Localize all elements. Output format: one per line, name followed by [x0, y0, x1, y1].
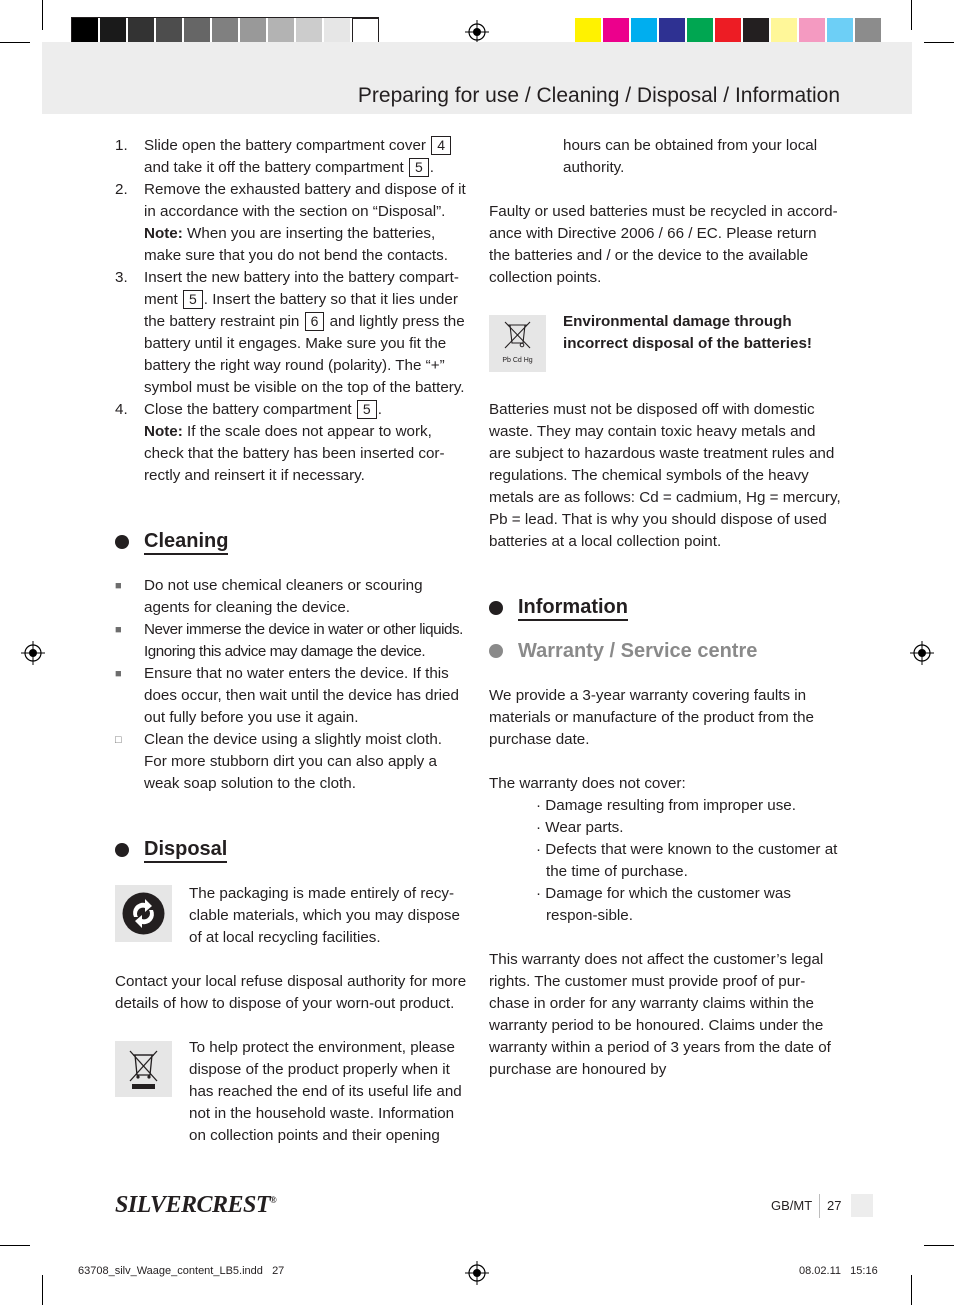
- list-item: ■ Do not use chemical cleaners or scouring agents for cleaning the device.: [115, 577, 423, 616]
- list-item: ■ Ensure that no water enters the device. If this does occur, then wait until the device has dried out fully before you use it again.: [115, 665, 459, 726]
- heavy-metals-label: Pb Cd Hg: [502, 357, 533, 364]
- product-disposal-block: To help protect the environment, please dispose of the product properly when it has reached the end of its useful life and not in the household waste. Information on collection points and their opening: [115, 1037, 467, 1147]
- battery-steps: [115, 135, 467, 487]
- list-item: □ Clean the device using a slightly moist cloth. For more stubborn dirt you can also apply a weak soap solution to the cloth.: [115, 731, 442, 792]
- crop-mark: [911, 1275, 912, 1305]
- cleaning-list: [115, 575, 467, 795]
- crop-mark: [0, 42, 30, 43]
- step-item: 3. Insert the new battery into the battery compart-ment 5 . Insert the battery so that it lies under the battery restraint pin 6 and lightly press the battery until it engages. Make sure you fit the battery the right way round (polarity). The “+” symbol must be visible on the top of the battery.: [115, 269, 465, 396]
- part-number-box: 5: [183, 290, 203, 309]
- green-dot-recycling-icon: [115, 885, 172, 942]
- locale-label: GB/MT: [771, 1198, 813, 1213]
- crop-mark: [911, 0, 912, 30]
- registration-mark-icon: [910, 641, 934, 665]
- registration-mark-icon: [465, 20, 489, 44]
- square-bullet-icon: ■: [115, 624, 122, 636]
- list-item: · Damage resulting from improper use.: [536, 797, 796, 814]
- bullet-dot-icon: [489, 644, 503, 658]
- disposal-heading: Disposal: [115, 837, 467, 863]
- note-label: Note:: [144, 225, 183, 242]
- cleaning-heading: Cleaning: [115, 529, 467, 555]
- crossed-bin-icon: [115, 1041, 172, 1097]
- registration-mark-icon: [465, 1261, 489, 1285]
- crop-mark: [924, 42, 954, 43]
- step-item: 1. Slide open the battery compartment cover 4 and take it off the battery compartment 5 .: [115, 135, 467, 179]
- step-item: 2. Remove the exhausted battery and dispose of it in accordance with the section on “Disposal”. Note: When you are inserting the batteries, make sure that you do not bend the contacts.: [115, 181, 466, 264]
- information-heading: Information: [489, 595, 841, 621]
- registration-mark-icon: [21, 641, 45, 665]
- list-item: · Damage for which the customer was respon-sible.: [536, 885, 791, 924]
- part-number-box: 4: [431, 136, 451, 155]
- crop-mark: [924, 1245, 954, 1246]
- square-bullet-icon: ■: [115, 668, 122, 680]
- left-column: 1. Slide open the battery compartment cover 4 and take it off the battery compartment 5 . 2. Remove the exhausted battery and dispose of it in accordance with the section on “Disposal”. Note: When you are inserting the batteries, make sure that you do not bend the contacts. 3. Insert the new battery into the battery compart-ment 5 . Insert the battery so that it lies under the battery restraint pin 6 and lightly press the battery until it engages. Make sure you fit the battery the right way round (polarity). The “+” symbol must be visible on the top of the battery. 4. Close the battery compartment 5 . Note: If the scale does not appear to work, check that the battery has been inserted cor-rectly and reinsert it if necessary. Cleaning ■ Do not use chemical cleaners or scouring agents for cleaning the device. ■ Never immerse the device in water or other liquids. Ignoring this advice may damage the device. ■ Ensure that no water enters the device. If this does occur, then wait until the device has dried out fully before you use it again. □ Clean the device using a slightly moist cloth. For more stubborn dirt you can also apply a weak soap solution to the cloth. Disposal The packaging is made entirely of recy-clable materials, which you may dispose of at local recycling facilities. Contact your local refuse disposal authority for more details of how to dispose of your worn-out product. To help protect the environment, please dispose of the product properly when it has reached the end of its useful life and not in the household waste. Information on collection points and their opening: [115, 135, 467, 1147]
- print-date: 08.02.11 15:16: [799, 1265, 878, 1277]
- right-column: hours can be obtained from your local authority. Faulty or used batteries must be recycled in accord-ance with Directive 2006 / 66 / EC. Please return the batteries and / or the device to the available collection points. Pb Cd Hg Environmental damage through incorrect disposal of the batteries! Batteries must not be disposed off with domestic waste. They may contain toxic heavy metals and are subject to hazardous waste treatment rules and regulations. The chemical symbols of the heavy metals are as follows: Cd = cadmium, Hg = mercury, Pb = lead. That is why you should dispose of used batteries at a local collection point. Information Warranty / Service centre We provide a 3-year warranty covering faults in materials or manufacture of the product from the purchase date. The warranty does not cover: · Damage resulting from improper use. · Wear parts. · Defects that were known to the customer at the time of purchase. · Damage for which the customer was respon-sible. This warranty does not affect the customer’s legal rights. The customer must provide proof of pur-chase in order for any warranty claims within the warranty period to be honoured. Claims under the warranty within a period of 3 years from the date of purchase are honoured by: [489, 137, 841, 1078]
- crop-mark: [42, 1275, 43, 1305]
- packaging-block: The packaging is made entirely of recy-clable materials, which you may dispose of at local recycling facilities.: [115, 883, 467, 949]
- empty-square-bullet-icon: □: [115, 734, 122, 746]
- page-tab: [851, 1194, 873, 1217]
- part-number-box: 5: [409, 158, 429, 177]
- page-title: Preparing for use / Cleaning / Disposal / Information: [357, 84, 840, 107]
- part-number-box: 6: [305, 312, 325, 331]
- list-item: · Defects that were known to the customer at the time of purchase.: [536, 841, 838, 880]
- crop-mark: [42, 0, 43, 30]
- brand-logo: SILVERCREST®: [115, 1192, 277, 1218]
- file-info: 63708_silv_Waage_content_LB5.indd 27: [78, 1265, 285, 1277]
- bullet-dot-icon: [489, 601, 503, 615]
- battery-bin-icon: [489, 315, 546, 372]
- footer-divider: [819, 1194, 820, 1218]
- bullet-dot-icon: [115, 843, 129, 857]
- list-item: ■ Never immerse the device in water or other liquids. Ignoring this advice may damage the device.: [115, 621, 463, 660]
- list-item: · Wear parts.: [536, 819, 624, 836]
- square-bullet-icon: ■: [115, 580, 122, 592]
- note-label: Note:: [144, 423, 183, 440]
- warranty-exclusions-list: [489, 795, 841, 927]
- battery-warning-block: Pb Cd Hg Environmental damage through incorrect disposal of the batteries!: [489, 311, 841, 377]
- bullet-dot-icon: [115, 535, 129, 549]
- crop-mark: [0, 1245, 30, 1246]
- step-item: 4. Close the battery compartment 5 . Note: If the scale does not appear to work, check that the battery has been inserted cor-rectly and reinsert it if necessary.: [115, 401, 445, 484]
- page-number: 27: [827, 1198, 842, 1213]
- part-number-box: 5: [357, 400, 377, 419]
- warranty-heading: Warranty / Service centre: [489, 639, 841, 663]
